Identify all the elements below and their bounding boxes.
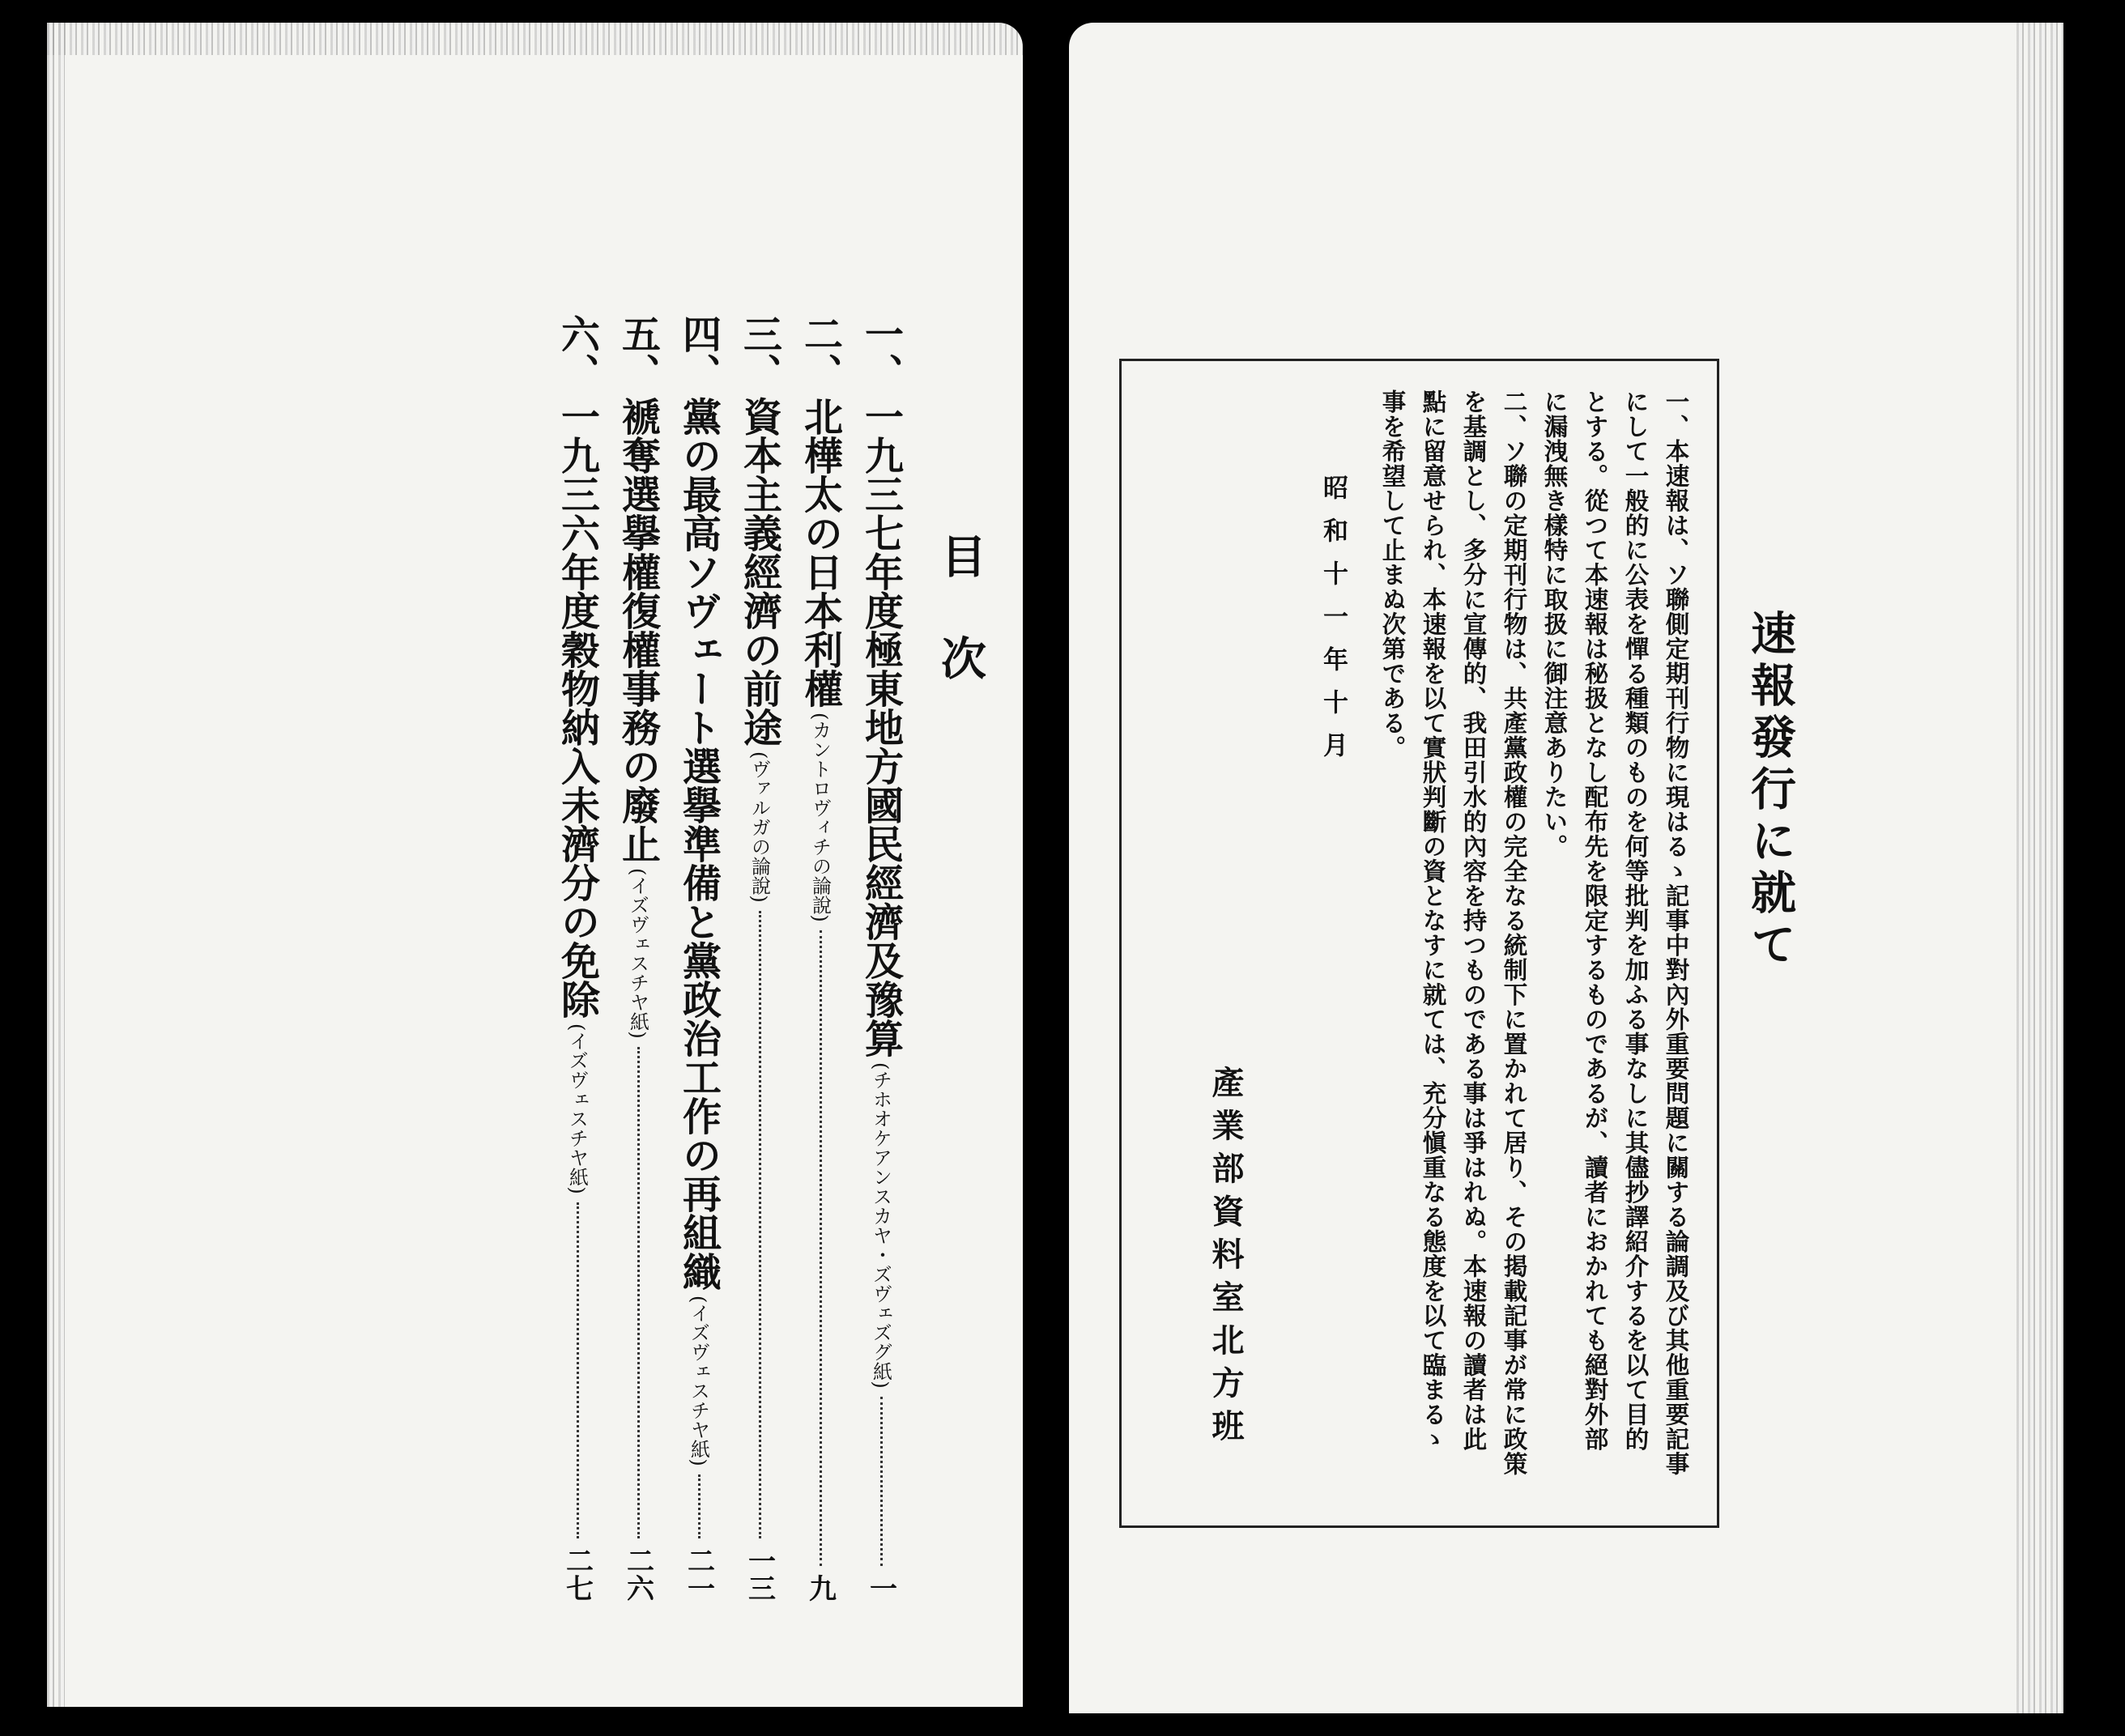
notice-line: とする。從つて本速報は秘扱となし配布先を限定するものであるが、讀者におかれても絕對外部 [1581,389,1610,1452]
toc-entry-number: 二、 [797,314,843,392]
toc-entry-source: (ヴァルガの論說) [747,751,771,903]
notice-line: にして一般的に公表を憚る種類のものを何等批判を加ふる事なしに其儘抄譯紹介するを以て目的 [1621,389,1650,1452]
toc-entry-title: 北樺太の日本利權 [797,397,843,708]
toc-entry-title: 褫奪選擧權復權事務の廢止 [615,397,661,863]
leader-dots [637,1047,640,1538]
notice-title: 速報發行に就て [1744,610,1797,972]
toc-entry-page: 一 [864,1574,897,1602]
notice-line: 點に留意せられ、本速報を以て實狀判斷の資となすに就ては、充分愼重なる態度を以て臨まるゝ [1419,389,1448,1452]
leader-dots [880,1397,883,1566]
page-left-edge [47,23,65,1707]
notice-line: 一、本速報は、ソ聯側定期刊行物に現はるゝ記事中對內外重要問題に關する論調及び其他重要記事 [1662,389,1691,1476]
notice-line: 事を希望して止まぬ次第である。 [1378,389,1407,760]
notice-line: を基調とし、多分に宣傳的、我田引水的內容を持つものである事は爭はれぬ。本速報の讀者は此 [1459,389,1488,1452]
notice-line: 二、ソ聯の定期刊行物は、共產黨政權の完全なる統制下に置かれて居り、その掲載記事が常に政策 [1500,389,1529,1476]
toc-entry-page: 二七 [560,1547,594,1602]
toc-entry [675,314,723,1602]
page-right-edge [2016,23,2063,1713]
toc-entry-page: 九 [803,1574,837,1602]
toc-heading: 目次 [934,533,987,737]
toc-entry [735,314,784,1602]
toc-entry-title: 資本主義經濟の前途 [736,397,782,747]
toc-entry-title: 一九三七年度極東地方國民經濟及豫算 [858,397,904,1057]
toc-entry [614,314,662,1602]
page-top-edge [47,23,1023,55]
toc-entry-title: 一九三六年度穀物納入未濟分の免除 [554,397,600,1019]
toc-entry-source: (チホオケアンスカヤ・ズヴェズグ紙) [869,1062,892,1389]
toc-entry-number: 一、 [858,314,904,392]
toc-entry [796,314,845,1602]
leader-dots [698,1474,701,1538]
leader-dots [577,1202,579,1538]
notice-date: 昭和十一年十月 [1318,474,1348,775]
toc-entry-page: 二六 [621,1547,654,1602]
toc-entry-source: (イズヴェスチヤ紙) [565,1023,589,1194]
toc-entry-page: 二一 [682,1547,715,1602]
issuer-name: 產業部資料室北方班 [1207,1066,1245,1452]
toc-entry-source: (イズヴェスチヤ紙) [626,868,649,1039]
notice-line: に漏洩無き樣特に取扱に御注意ありたい。 [1540,389,1569,859]
leader-dots [759,911,761,1538]
notice-box [1119,359,1719,1528]
toc-entry-title: 黨の最高ソヴェート選擧準備と黨政治工作の再組織 [675,397,722,1291]
right-page [1069,23,2063,1713]
toc-entry-number: 三、 [736,314,782,392]
toc-entry [553,314,602,1602]
toc-entry-number: 五、 [615,314,661,392]
left-page [47,23,1023,1707]
toc-entry-page: 一三 [743,1547,776,1602]
toc-entry [857,314,905,1602]
toc-entry-number: 四、 [675,314,722,392]
leader-dots [820,930,822,1566]
toc-entry-source: (カントロヴィチの論說) [808,713,832,922]
toc-entry-number: 六、 [554,314,600,392]
toc-entry-source: (イズヴェスチヤ紙) [687,1296,710,1466]
